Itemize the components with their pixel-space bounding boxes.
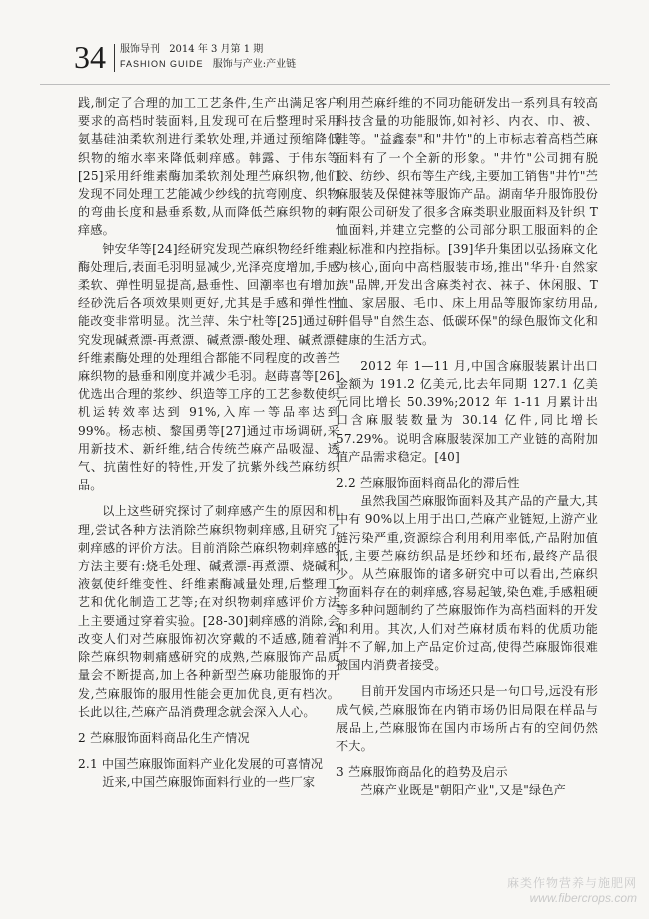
page-number: 34 [74,39,106,75]
running-header [74,40,594,80]
body-paragraph: 近来,中国苎麻服饰面料行业的一些厂家 [102,775,316,790]
right-column [336,94,598,800]
body-paragraph: 以上这些研究探讨了刺痒感产生的原因和机理,尝试各种方法消除苎麻织物刺痒感,且研究了刺痒感的评价方法。目前消除苎麻织物刺痒感的方法主要有:烧毛处理、碱煮漂-再煮漂、烧碱和液氨使纤维变性、纤维素酶减量处理,后整理工艺和优化制造工艺等;在对织物刺痒感评价方法上主要通过穿着实验。[28-30]刺痒感的消除,会改变人们对苎麻服饰初次穿戴的不适感,随着消除苎麻织物刺痛感研究的成熟,苎麻服饰产品质量会不断提高,加上各种新型苎麻功能服饰的开发,苎麻服饰的服用性能会更加优良,更有档次。长此以往,苎麻产品消费理念就会深入人心。 [78,504,340,719]
body-paragraph: 钟安华等[24]经研究发现苎麻织物经纤维素酶处理后,表面毛羽明显减少,光泽亮度增加,手感柔软、弹性明显提高,悬垂性、回潮率也有增加;经砂洗后各项效果则更好,尤其是手感和弹性性能改变非常明显。沈兰萍、朱宁杜等[25]通过研究发现碱煮漂-再煮漂、碱煮漂-酸处理、碱煮漂-纤维素酶处理的处理组合都能不同程度的改善苎麻织物的悬垂和刚度并减少毛羽。赵蒔喜等[26]优选出合理的浆纱、织造等工序的工艺参数使织机运转效率达到 91%,入库一等品率达到 99%。杨志桢、黎国勇等[27]通过市场调研,采用新技术、新纤维,结合传统苎麻产品吸湿、透气、抗菌性好的特性,开发了抗紫外线苎麻纺织品。 [78,241,340,493]
watermark-url: www.fibercrops.com [529,891,637,905]
section-name: 服饰与产业:产业链 [212,59,297,70]
body-paragraph: 虽然我国苎麻服饰面料及其产品的产量大,其中有 90%以上用于出口,苎麻产业链短,上游产业链污染严重,资源综合利用利用率低,产品附加值低,主要苎麻纺织品是坯纱和坯布,最终产品很少。从苎麻服饰的诸多研究中可以看出,苎麻织物面料存在的刺痒感,容易起皱,染色难,手感粗硬等多种问题制约了苎麻服饰作为高档面料的开发和利用。其次,人们对苎麻材质布料的优质功能并不了解,加上产品定价过高,使得苎麻服饰很难被国内消费者接受。 [336,494,598,673]
section-heading: 2 苎麻服饰面料商品化生产情况 [78,730,250,745]
body-paragraph: 目前开发国内市场还只是一句口号,远没有形成气候,苎麻服饰在内销市场仍旧局限在样品与展品上,苎麻服饰在国内市场所占有的空间仍然不大。 [336,684,598,753]
journal-title-en: FASHION GUIDE [120,59,204,69]
section-heading: 2.2 苎麻服饰面料商品化的滞后性 [336,476,520,491]
body-paragraph: 2012 年 1—11 月,中国含麻服装累计出口金额为 191.2 亿美元,比去年同期 127.1 亿美元同比增长 50.39%;2012 年 1-11 月累计出口含麻服装数量为 30.14 亿件,同比增长 57.29%。说明含麻服装深加工产业链的高附加值产品需求稳定。[40] [336,358,598,464]
body-paragraph: 利用苎麻纤维的不同功能研发出一系列具有较高科技含量的功能服饰,如衬衫、内衣、巾、被、鞋等。"益鑫泰"和"井竹"的上市标志着高档苎麻面料有了一个全新的形象。"井竹"公司拥有脱胶、纺纱、织布等生产线,主要加工销售"井竹"苎麻服装及保健袜等服饰产品。湖南华升服饰股份有限公司研发了很多含麻类职业服面料及针织 T 恤面料,并建立完整的公司部分职工服面料的企业标准和内控指标。[39]华升集团以弘扬麻文化为核心,面向中高档服装市场,推出"华升·自然家族"品牌,开发出含麻类衬衣、袜子、休闲服、T恤、家居服、毛巾、床上用品等服饰家纺用品,并倡导"自然生态、低碳环保"的绿色服饰文化和健康的生活方式。 [336,96,598,347]
watermark-site-name: 麻类作物营养与施肥网 [506,876,637,890]
body-paragraph: 苎麻产业既是"朝阳产业",又是"绿色产 [360,783,566,798]
watermark [507,874,637,905]
header-line-2 [120,58,296,71]
journal-title-cn: 服饰导刊 [120,44,160,55]
body-paragraph: 践,制定了合理的加工工艺条件,生产出满足客户要求的高档时装面料,且发现可在后整理时采用氨基硅油柔软剂进行柔软处理,并通过预缩降低织物的缩水率来降低刺痒感。韩露、于伟东等[25]采用纤维素酶加柔软剂处理苎麻织物,他们发现不同处理工艺能减少纱线的抗弯刚度、织物的弯曲长度和悬垂系数,从而降低苎麻织物的刺痒感。 [78,96,340,238]
issue-date: 2014 年 3 月第 1 期 [169,44,264,55]
left-column [78,94,340,792]
section-heading: 3 苎麻服饰商品化的趋势及启示 [336,765,508,780]
header-divider [114,44,115,72]
section-heading: 2.1 中国苎麻服饰面料产业化发展的可喜情况 [78,757,324,772]
header-line-1 [120,44,269,56]
header-rule [40,84,610,85]
